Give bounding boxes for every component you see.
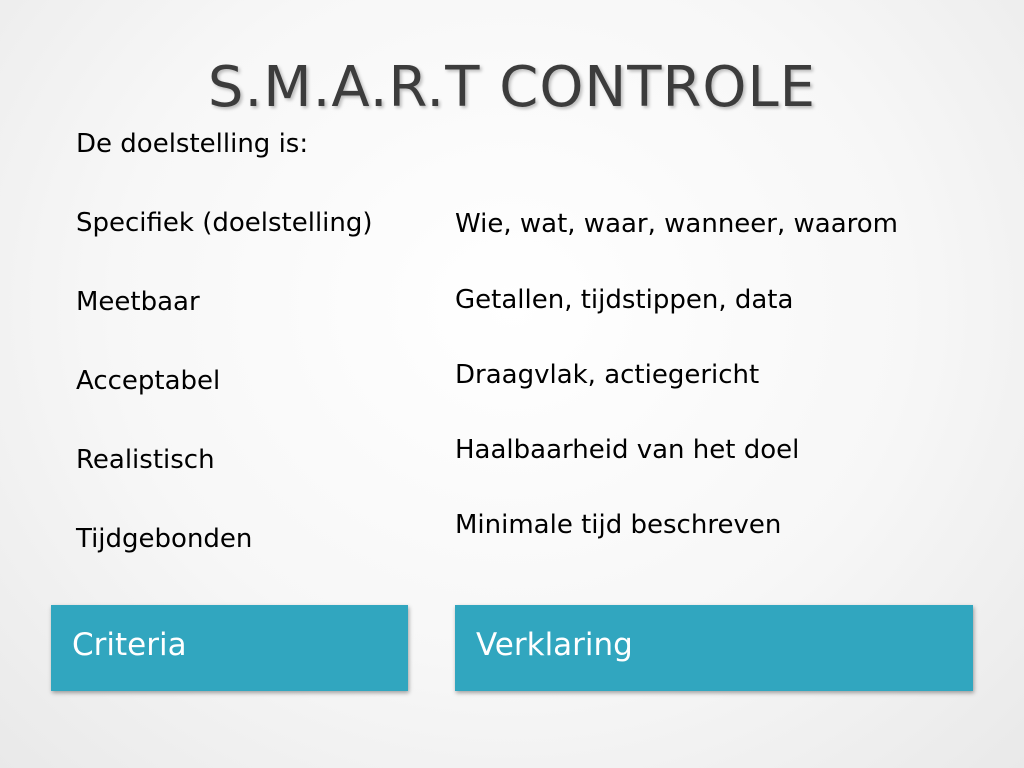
explanation-item-tijdgebonden: Minimale tijd beschreven [455,510,782,540]
criteria-intro: De doelstelling is: [76,129,309,159]
explanation-item-realistisch: Haalbaarheid van het doel [455,435,800,465]
explanation-header-label: Verklaring [476,627,633,663]
criteria-item-acceptabel: Acceptabel [76,366,221,396]
explanation-item-specifiek: Wie, wat, waar, wanneer, waarom [455,209,899,239]
criteria-item-meetbaar: Meetbaar [76,287,200,317]
criteria-item-tijdgebonden: Tijdgebonden [76,524,253,554]
slide-title: S.M.A.R.T CONTROLE [207,55,817,120]
criteria-header-panel [51,605,408,691]
criteria-header-label: Criteria [72,627,187,663]
criteria-item-specifiek: Specifiek (doelstelling) [76,208,373,238]
criteria-item-realistisch: Realistisch [76,445,215,475]
explanation-item-acceptabel: Draagvlak, actiegericht [455,360,760,390]
explanation-item-meetbaar: Getallen, tijdstippen, data [455,285,794,315]
explanation-header-panel [455,605,973,691]
